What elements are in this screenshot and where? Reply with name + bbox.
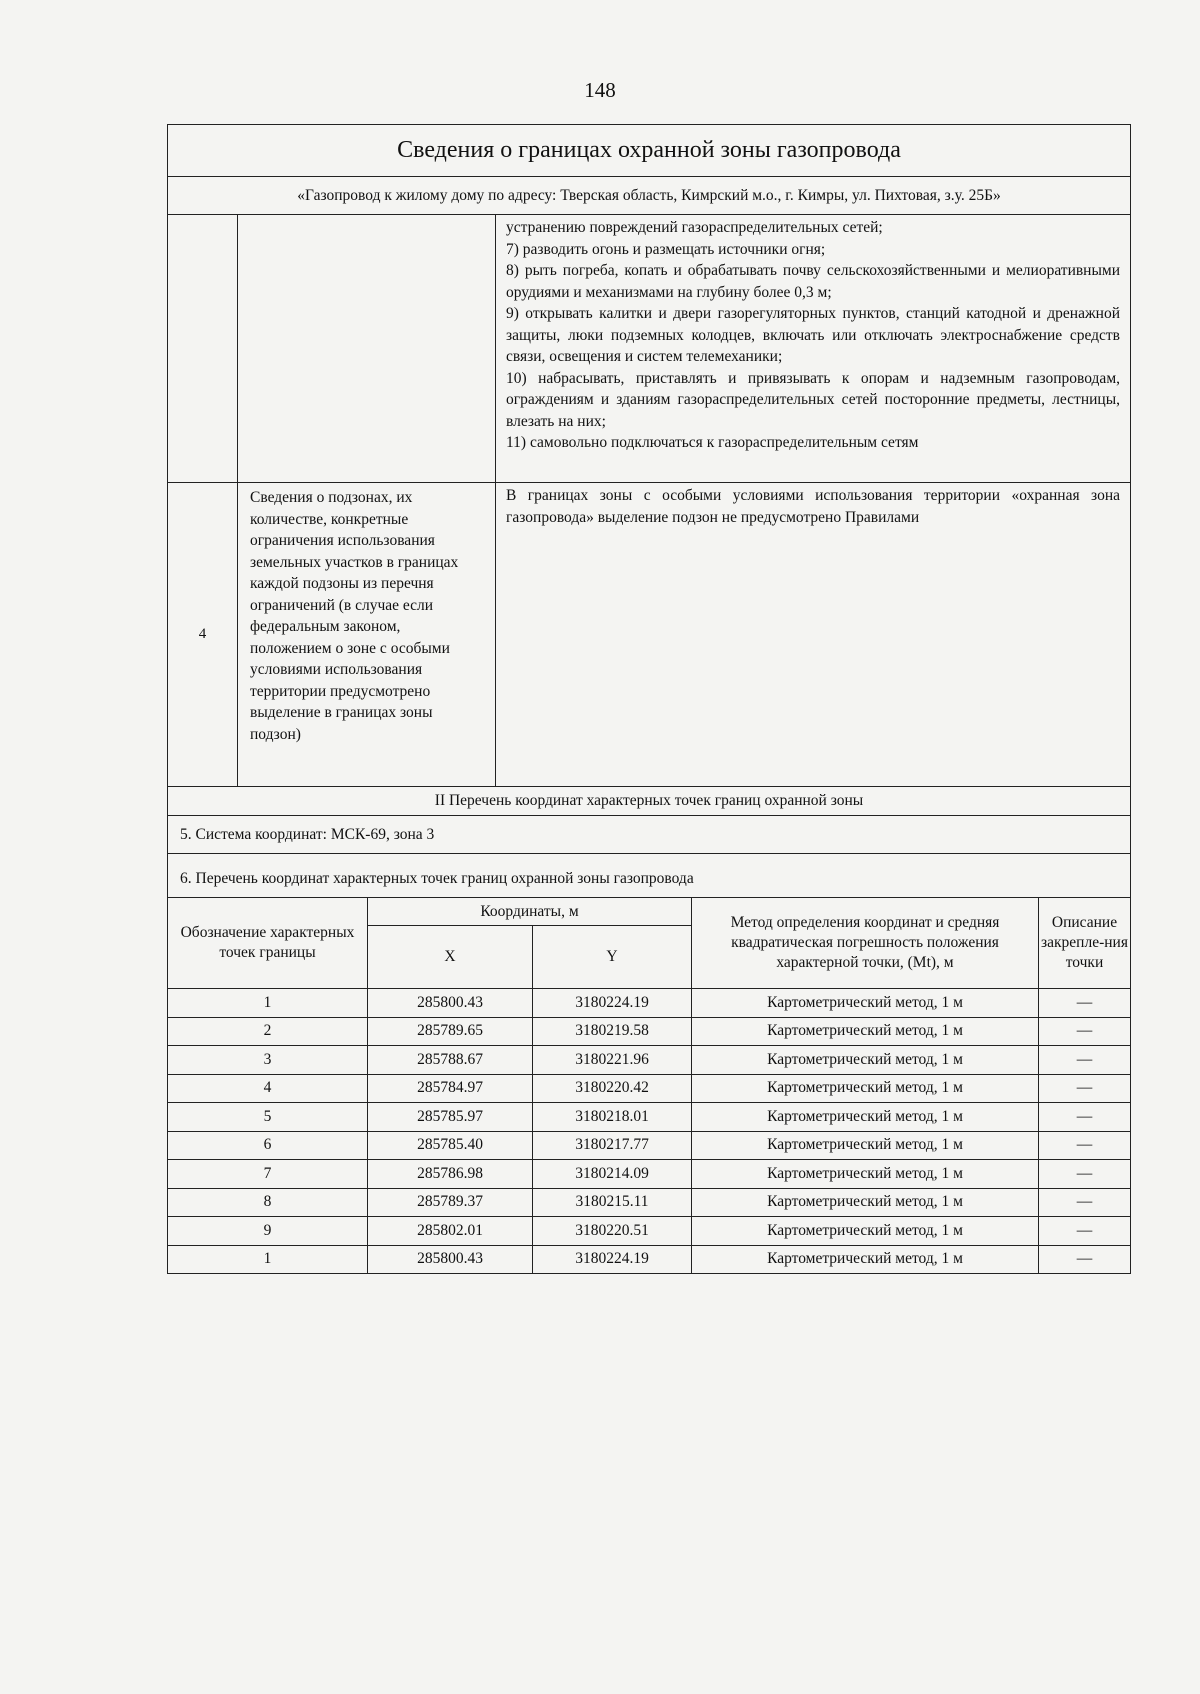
cell-method: Картометрический метод, 1 м <box>692 989 1039 1018</box>
cell-y: 3180214.09 <box>533 1160 692 1189</box>
cell-desc: — <box>1039 1160 1131 1189</box>
table-row <box>168 1131 1130 1160</box>
cell-method: Картометрический метод, 1 м <box>692 1074 1039 1103</box>
cell-method: Картометрический метод, 1 м <box>692 1103 1039 1132</box>
cell-y: 3180221.96 <box>533 1046 692 1075</box>
restrictions-continued-row <box>168 215 1130 483</box>
cell-x: 285802.01 <box>368 1217 533 1246</box>
object-name: «Газопровод к жилому дому по адресу: Тверская область, Кимрский м.о., г. Кимры, ул. Пихтовая, з.у. 25Б» <box>168 177 1130 215</box>
cell-y: 3180220.42 <box>533 1074 692 1103</box>
cell-y: 3180224.19 <box>533 1245 692 1273</box>
cell-x: 285789.65 <box>368 1017 533 1046</box>
coordinate-list-title: 6. Перечень координат характерных точек границ охранной зоны газопровода <box>168 854 1130 898</box>
cell-desc: — <box>1039 1074 1131 1103</box>
cell-desc: — <box>1039 1017 1131 1046</box>
header-method: Метод определения координат и средняя квадратическая погрешность положения характерной точки, (Mt), м <box>692 898 1039 989</box>
restriction-item: 11) самовольно подключаться к газораспределительным сетям <box>506 434 919 451</box>
subzones-row <box>168 483 1130 787</box>
header-x: X <box>368 926 533 989</box>
table-row <box>168 1245 1130 1273</box>
table-row <box>168 1046 1130 1075</box>
cell-desc: — <box>1039 989 1131 1018</box>
coordinates-table-wrap <box>168 898 1130 1273</box>
cell-method: Картометрический метод, 1 м <box>692 1217 1039 1246</box>
cell-n: 1 <box>168 989 368 1018</box>
cell-n: 6 <box>168 1131 368 1160</box>
cell-desc: — <box>1039 1245 1131 1273</box>
section-title: II Перечень координат характерных точек границ охранной зоны <box>168 787 1130 816</box>
cell-x: 285800.43 <box>368 1245 533 1273</box>
coordinates-table <box>168 898 1130 1273</box>
cell-x: 285800.43 <box>368 989 533 1018</box>
cell-y: 3180224.19 <box>533 989 692 1018</box>
cell-n: 8 <box>168 1188 368 1217</box>
cell-desc: — <box>1039 1131 1131 1160</box>
cell-method: Картометрический метод, 1 м <box>692 1017 1039 1046</box>
cell-x: 285785.97 <box>368 1103 533 1132</box>
cell-method: Картометрический метод, 1 м <box>692 1160 1039 1189</box>
cell-n: 2 <box>168 1017 368 1046</box>
table-row <box>168 1017 1130 1046</box>
subzones-value: В границах зоны с особыми условиями использования территории «охранная зона газопровода» выделение подзон не предусмотрено Правилами <box>506 487 1120 526</box>
table-row <box>168 989 1130 1018</box>
cell-x: 285785.40 <box>368 1131 533 1160</box>
cell-method: Картометрический метод, 1 м <box>692 1131 1039 1160</box>
subzones-label: Сведения о подзонах, их количестве, конкретные ограничения использования земельных участков в границах каждой подзоны из перечня ограничений (в случае если федеральным законом, положением о зоне с особыми условиями использования территории предусмотрено выделение в границах зоны подзон) <box>238 483 496 786</box>
table-row <box>168 1188 1130 1217</box>
row-label-cell <box>238 215 496 482</box>
cell-desc: — <box>1039 1217 1131 1246</box>
coordinate-system: 5. Система координат: МСК-69, зона 3 <box>168 816 1130 854</box>
cell-desc: — <box>1039 1103 1131 1132</box>
cell-y: 3180220.51 <box>533 1217 692 1246</box>
table-row <box>168 1217 1130 1246</box>
document-title: Сведения о границах охранной зоны газопровода <box>168 125 1130 177</box>
restriction-item: 7) разводить огонь и размещать источники огня; <box>506 240 826 258</box>
cell-desc: — <box>1039 1188 1131 1217</box>
cell-n: 9 <box>168 1217 368 1246</box>
header-y: Y <box>533 926 692 989</box>
restriction-item: 10) набрасывать, приставлять и привязывать к опорам и надземным газопроводам, ограждениям и зданиям газораспределительных сетей посторонние предметы, лестницы, влезать на них; <box>506 369 1120 430</box>
cell-n: 1 <box>168 1245 368 1273</box>
row-number: 4 <box>168 483 238 786</box>
cell-n: 7 <box>168 1160 368 1189</box>
cell-x: 285784.97 <box>368 1074 533 1103</box>
cell-method: Картометрический метод, 1 м <box>692 1046 1039 1075</box>
cell-method: Картометрический метод, 1 м <box>692 1188 1039 1217</box>
cell-y: 3180218.01 <box>533 1103 692 1132</box>
cell-y: 3180215.11 <box>533 1188 692 1217</box>
header-point: Обозначение характерных точек границы <box>168 898 368 989</box>
row-number-cell <box>168 215 238 482</box>
table-row <box>168 1074 1130 1103</box>
restriction-item: 9) открывать калитки и двери газорегуляторных пунктов, станций катодной и дренажной защиты, люки подземных колодцев, включать или отключать электроснабжение средств связи, освещения и систем телемеханики; <box>506 305 1120 365</box>
cell-method: Картометрический метод, 1 м <box>692 1245 1039 1273</box>
table-row <box>168 1103 1130 1132</box>
restriction-item: 8) рыть погреба, копать и обрабатывать почву сельскохозяйственными и мелиоративными орудиями и механизмами на глубину более 0,3 м; <box>506 262 1120 301</box>
cell-n: 5 <box>168 1103 368 1132</box>
cell-x: 285786.98 <box>368 1160 533 1189</box>
table-row <box>168 1160 1130 1189</box>
header-description: Описание закрепле-ния точки <box>1039 898 1131 989</box>
cell-y: 3180217.77 <box>533 1131 692 1160</box>
restriction-item: устранению повреждений газораспределительных сетей; <box>506 219 883 236</box>
page-number: 148 <box>584 78 616 102</box>
header-coordinates: Координаты, м <box>368 898 692 926</box>
cell-x: 285789.37 <box>368 1188 533 1217</box>
cell-y: 3180219.58 <box>533 1017 692 1046</box>
cell-n: 3 <box>168 1046 368 1075</box>
document-table <box>167 124 1131 1274</box>
cell-x: 285788.67 <box>368 1046 533 1075</box>
cell-n: 4 <box>168 1074 368 1103</box>
restrictions-list <box>496 215 1130 482</box>
cell-desc: — <box>1039 1046 1131 1075</box>
